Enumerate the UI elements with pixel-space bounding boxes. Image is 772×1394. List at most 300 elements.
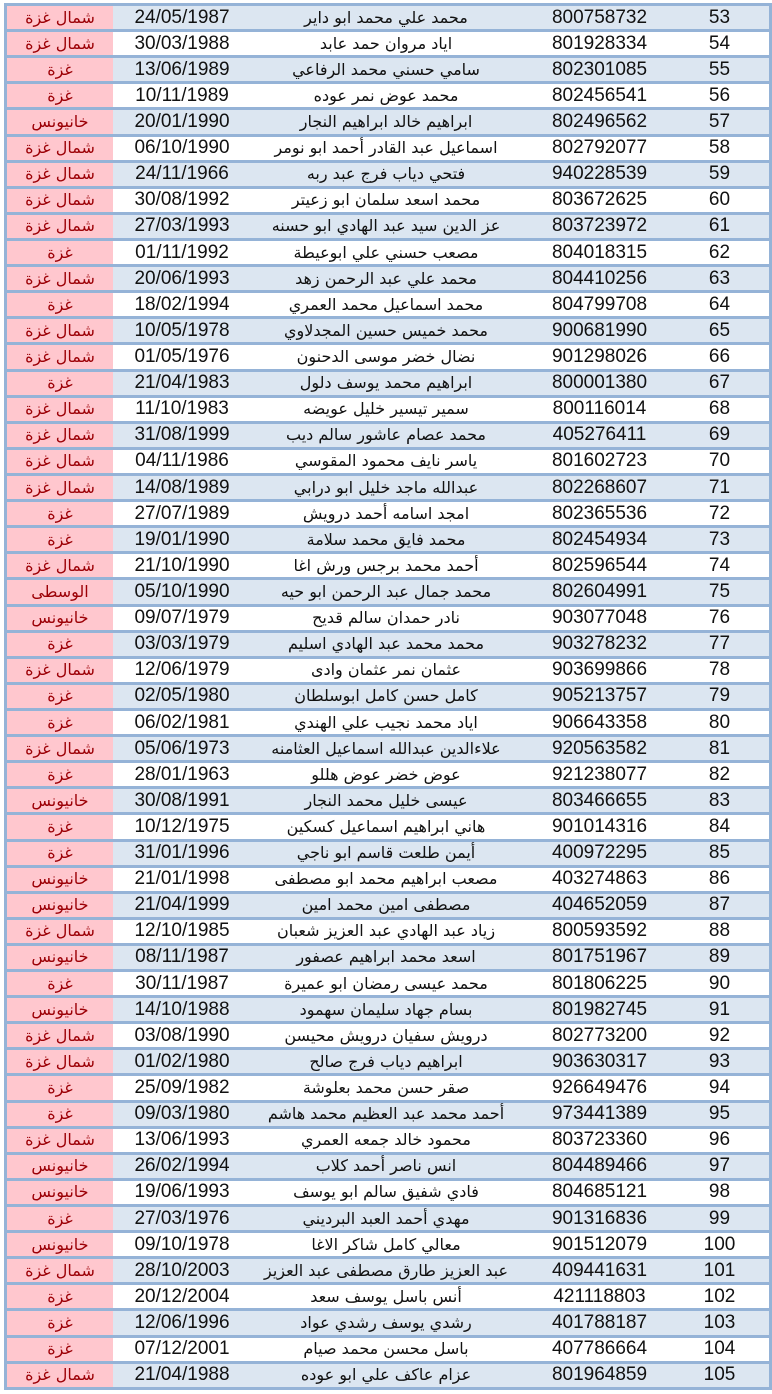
id-number-cell[interactable]: 903630317 — [529, 1049, 670, 1075]
row-number-cell[interactable]: 90 — [670, 971, 769, 997]
id-number-cell[interactable]: 921238077 — [529, 762, 670, 788]
birthdate-cell[interactable]: 21/04/1988 — [113, 1362, 243, 1388]
row-number-cell[interactable]: 73 — [670, 527, 769, 553]
row-number-cell[interactable]: 72 — [670, 501, 769, 527]
name-cell[interactable]: عز الدين سيد عبد الهادي ابو حسنه — [243, 213, 529, 239]
region-cell[interactable]: خانيونس — [7, 605, 113, 631]
birthdate-cell[interactable]: 28/01/1963 — [113, 762, 243, 788]
region-cell[interactable]: غزة — [7, 1284, 113, 1310]
name-cell[interactable]: عيسى خليل محمد النجار — [243, 788, 529, 814]
birthdate-cell[interactable]: 14/10/1988 — [113, 997, 243, 1023]
birthdate-cell[interactable]: 07/12/2001 — [113, 1336, 243, 1362]
name-cell[interactable]: أحمد محمد برجس ورش اغا — [243, 553, 529, 579]
birthdate-cell[interactable]: 04/11/1986 — [113, 448, 243, 474]
id-number-cell[interactable]: 906643358 — [529, 709, 670, 735]
birthdate-cell[interactable]: 27/07/1989 — [113, 501, 243, 527]
name-cell[interactable]: باسل محسن محمد صيام — [243, 1336, 529, 1362]
birthdate-cell[interactable]: 06/02/1981 — [113, 709, 243, 735]
row-number-cell[interactable]: 63 — [670, 266, 769, 292]
name-cell[interactable]: درويش سفيان درويش محيسن — [243, 1023, 529, 1049]
id-number-cell[interactable]: 802604991 — [529, 579, 670, 605]
id-number-cell[interactable]: 973441389 — [529, 1101, 670, 1127]
region-cell[interactable]: غزة — [7, 1101, 113, 1127]
region-cell[interactable]: شمال غزة — [7, 1258, 113, 1284]
table-row — [7, 1049, 769, 1075]
table-row — [7, 605, 769, 631]
region-cell[interactable]: شمال غزة — [7, 187, 113, 213]
id-number-cell[interactable]: 803723972 — [529, 213, 670, 239]
row-number-cell[interactable]: 75 — [670, 579, 769, 605]
id-number-cell[interactable]: 802365536 — [529, 501, 670, 527]
row-number-cell[interactable]: 57 — [670, 109, 769, 135]
region-cell[interactable]: شمال غزة — [7, 213, 113, 239]
name-cell[interactable]: بسام جهاد سليمان سهمود — [243, 997, 529, 1023]
name-cell[interactable]: علاءالدين عبدالله اسماعيل العثامنه — [243, 736, 529, 762]
id-number-cell[interactable]: 404652059 — [529, 892, 670, 918]
id-number-cell[interactable]: 804685121 — [529, 1179, 670, 1205]
table-row — [7, 448, 769, 474]
row-number-cell[interactable]: 62 — [670, 239, 769, 265]
region-cell[interactable]: غزة — [7, 1310, 113, 1336]
id-number-cell[interactable]: 800758732 — [529, 5, 670, 31]
region-cell[interactable]: خانيونس — [7, 1153, 113, 1179]
id-number-cell[interactable]: 804018315 — [529, 239, 670, 265]
region-cell[interactable]: غزة — [7, 683, 113, 709]
id-number-cell[interactable]: 802773200 — [529, 1023, 670, 1049]
row-number-cell[interactable]: 58 — [670, 135, 769, 161]
region-cell[interactable]: غزة — [7, 239, 113, 265]
table-row — [7, 1179, 769, 1205]
region-cell[interactable]: شمال غزة — [7, 318, 113, 344]
region-cell[interactable]: خانيونس — [7, 1232, 113, 1258]
birthdate-cell[interactable]: 27/03/1993 — [113, 213, 243, 239]
name-cell[interactable]: مهدي أحمد العبد البرديني — [243, 1206, 529, 1232]
name-cell[interactable]: عوض خضر عوض هللو — [243, 762, 529, 788]
id-number-cell[interactable]: 905213757 — [529, 683, 670, 709]
birthdate-cell[interactable]: 09/10/1978 — [113, 1232, 243, 1258]
id-number-cell[interactable]: 903278232 — [529, 631, 670, 657]
birthdate-cell[interactable]: 21/01/1998 — [113, 866, 243, 892]
birthdate-cell[interactable]: 26/02/1994 — [113, 1153, 243, 1179]
birthdate-cell[interactable]: 20/01/1990 — [113, 109, 243, 135]
row-number-cell[interactable]: 103 — [670, 1310, 769, 1336]
row-number-cell[interactable]: 85 — [670, 840, 769, 866]
row-number-cell[interactable]: 83 — [670, 788, 769, 814]
row-number-cell[interactable]: 66 — [670, 344, 769, 370]
row-number-cell[interactable]: 81 — [670, 736, 769, 762]
id-number-cell[interactable]: 801602723 — [529, 448, 670, 474]
id-number-cell[interactable]: 804489466 — [529, 1153, 670, 1179]
name-cell[interactable]: اسعد محمد ابراهيم عصفور — [243, 944, 529, 970]
name-cell[interactable]: محمد خميس حسين المجدلاوي — [243, 318, 529, 344]
name-cell[interactable]: زياد عبد الهادي عبد العزيز شعبان — [243, 918, 529, 944]
name-cell[interactable]: اسماعيل عبد القادر أحمد ابو نومر — [243, 135, 529, 161]
birthdate-cell[interactable]: 31/01/1996 — [113, 840, 243, 866]
name-cell[interactable]: محمد اسعد سلمان ابو زعيتر — [243, 187, 529, 213]
name-cell[interactable]: رشدي يوسف رشدي عواد — [243, 1310, 529, 1336]
name-cell[interactable]: ابراهيم دياب فرج صالح — [243, 1049, 529, 1075]
id-number-cell[interactable]: 901298026 — [529, 344, 670, 370]
spreadsheet-table-container — [4, 3, 772, 1390]
id-number-cell[interactable]: 407786664 — [529, 1336, 670, 1362]
birthdate-cell[interactable]: 03/03/1979 — [113, 631, 243, 657]
birthdate-cell[interactable]: 21/04/1983 — [113, 370, 243, 396]
row-number-cell[interactable]: 60 — [670, 187, 769, 213]
region-cell[interactable]: شمال غزة — [7, 1049, 113, 1075]
table-row — [7, 57, 769, 83]
name-cell[interactable]: محمد جمال عبد الرحمن ابو حيه — [243, 579, 529, 605]
table-row — [7, 840, 769, 866]
table-row — [7, 1075, 769, 1101]
name-cell[interactable]: صقر حسن محمد بعلوشة — [243, 1075, 529, 1101]
row-number-cell[interactable]: 95 — [670, 1101, 769, 1127]
id-number-cell[interactable]: 801982745 — [529, 997, 670, 1023]
region-cell[interactable]: غزة — [7, 501, 113, 527]
region-cell[interactable]: شمال غزة — [7, 657, 113, 683]
name-cell[interactable]: محمود خالد جمعه العمري — [243, 1127, 529, 1153]
birthdate-cell[interactable]: 03/08/1990 — [113, 1023, 243, 1049]
name-cell[interactable]: محمد عوض نمر عوده — [243, 83, 529, 109]
name-cell[interactable]: أنس باسل يوسف سعد — [243, 1284, 529, 1310]
id-number-cell[interactable]: 901512079 — [529, 1232, 670, 1258]
birthdate-cell[interactable]: 05/06/1973 — [113, 736, 243, 762]
region-cell[interactable]: غزة — [7, 814, 113, 840]
table-row — [7, 527, 769, 553]
row-number-cell[interactable]: 76 — [670, 605, 769, 631]
name-cell[interactable]: محمد عيسى رمضان ابو عميرة — [243, 971, 529, 997]
region-cell[interactable]: شمال غزة — [7, 553, 113, 579]
table-row — [7, 501, 769, 527]
name-cell[interactable]: محمد فايق محمد سلامة — [243, 527, 529, 553]
name-cell[interactable]: ياسر نايف محمود المقوسي — [243, 448, 529, 474]
name-cell[interactable]: اياد محمد نجيب علي الهندي — [243, 709, 529, 735]
row-number-cell[interactable]: 84 — [670, 814, 769, 840]
name-cell[interactable]: نضال خضر موسى الدحنون — [243, 344, 529, 370]
table-row — [7, 109, 769, 135]
birthdate-cell[interactable]: 30/08/1991 — [113, 788, 243, 814]
table-row — [7, 997, 769, 1023]
name-cell[interactable]: امجد اسامه أحمد درويش — [243, 501, 529, 527]
birthdate-cell[interactable]: 25/09/1982 — [113, 1075, 243, 1101]
region-cell[interactable]: غزة — [7, 631, 113, 657]
region-cell[interactable]: خانيونس — [7, 788, 113, 814]
birthdate-cell[interactable]: 30/03/1988 — [113, 31, 243, 57]
row-number-cell[interactable]: 98 — [670, 1179, 769, 1205]
birthdate-cell[interactable]: 10/11/1989 — [113, 83, 243, 109]
birthdate-cell[interactable]: 30/11/1987 — [113, 971, 243, 997]
row-number-cell[interactable]: 59 — [670, 161, 769, 187]
id-number-cell[interactable]: 802496562 — [529, 109, 670, 135]
table-row — [7, 788, 769, 814]
birthdate-cell[interactable]: 18/02/1994 — [113, 292, 243, 318]
region-cell[interactable]: شمال غزة — [7, 344, 113, 370]
row-number-cell[interactable]: 87 — [670, 892, 769, 918]
row-number-cell[interactable]: 54 — [670, 31, 769, 57]
name-cell[interactable]: عبد العزيز طارق مصطفى عبد العزيز — [243, 1258, 529, 1284]
row-number-cell[interactable]: 88 — [670, 918, 769, 944]
region-cell[interactable]: الوسطى — [7, 579, 113, 605]
row-number-cell[interactable]: 104 — [670, 1336, 769, 1362]
table-row — [7, 161, 769, 187]
id-number-cell[interactable]: 400972295 — [529, 840, 670, 866]
row-number-cell[interactable]: 68 — [670, 396, 769, 422]
table-row — [7, 422, 769, 448]
birthdate-cell[interactable]: 12/06/1996 — [113, 1310, 243, 1336]
table-row — [7, 944, 769, 970]
table-row — [7, 579, 769, 605]
id-number-cell[interactable]: 926649476 — [529, 1075, 670, 1101]
region-cell[interactable]: خانيونس — [7, 1179, 113, 1205]
table-row — [7, 683, 769, 709]
region-cell[interactable]: شمال غزة — [7, 1023, 113, 1049]
id-number-cell[interactable]: 801751967 — [529, 944, 670, 970]
birthdate-cell[interactable]: 01/11/1992 — [113, 239, 243, 265]
name-cell[interactable]: أحمد محمد عبد العظيم محمد هاشم — [243, 1101, 529, 1127]
birthdate-cell[interactable]: 30/08/1992 — [113, 187, 243, 213]
row-number-cell[interactable]: 105 — [670, 1362, 769, 1388]
id-number-cell[interactable]: 801964859 — [529, 1362, 670, 1388]
birthdate-cell[interactable]: 31/08/1999 — [113, 422, 243, 448]
region-cell[interactable]: شمال غزة — [7, 736, 113, 762]
row-number-cell[interactable]: 97 — [670, 1153, 769, 1179]
id-number-cell[interactable]: 903077048 — [529, 605, 670, 631]
birthdate-cell[interactable]: 10/05/1978 — [113, 318, 243, 344]
row-number-cell[interactable]: 99 — [670, 1206, 769, 1232]
region-cell[interactable]: شمال غزة — [7, 1127, 113, 1153]
id-number-cell[interactable]: 802268607 — [529, 474, 670, 500]
region-cell[interactable]: شمال غزة — [7, 422, 113, 448]
region-cell[interactable]: غزة — [7, 1206, 113, 1232]
row-number-cell[interactable]: 74 — [670, 553, 769, 579]
birthdate-cell[interactable]: 08/11/1987 — [113, 944, 243, 970]
row-number-cell[interactable]: 53 — [670, 5, 769, 31]
region-cell[interactable]: شمال غزة — [7, 396, 113, 422]
name-cell[interactable]: أيمن طلعت قاسم ابو ناجي — [243, 840, 529, 866]
birthdate-cell[interactable]: 10/12/1975 — [113, 814, 243, 840]
row-number-cell[interactable]: 70 — [670, 448, 769, 474]
region-cell[interactable]: غزة — [7, 370, 113, 396]
name-cell[interactable]: مصطفى امين محمد امين — [243, 892, 529, 918]
birthdate-cell[interactable]: 06/10/1990 — [113, 135, 243, 161]
row-number-cell[interactable]: 69 — [670, 422, 769, 448]
region-cell[interactable]: غزة — [7, 1075, 113, 1101]
region-cell[interactable]: شمال غزة — [7, 474, 113, 500]
table-row — [7, 1362, 769, 1388]
id-number-cell[interactable]: 804799708 — [529, 292, 670, 318]
name-cell[interactable]: فتحي دياب فرج عبد ربه — [243, 161, 529, 187]
row-number-cell[interactable]: 102 — [670, 1284, 769, 1310]
row-number-cell[interactable]: 56 — [670, 83, 769, 109]
region-cell[interactable]: شمال غزة — [7, 161, 113, 187]
id-number-cell[interactable]: 901014316 — [529, 814, 670, 840]
id-number-cell[interactable]: 803672625 — [529, 187, 670, 213]
region-cell[interactable]: خانيونس — [7, 109, 113, 135]
table-row — [7, 1310, 769, 1336]
region-cell[interactable]: شمال غزة — [7, 135, 113, 161]
id-number-cell[interactable]: 421118803 — [529, 1284, 670, 1310]
table-row — [7, 866, 769, 892]
id-number-cell[interactable]: 403274863 — [529, 866, 670, 892]
id-number-cell[interactable]: 900681990 — [529, 318, 670, 344]
region-cell[interactable]: خانيونس — [7, 866, 113, 892]
birthdate-cell[interactable]: 20/06/1993 — [113, 266, 243, 292]
region-cell[interactable]: غزة — [7, 83, 113, 109]
birthdate-cell[interactable]: 20/12/2004 — [113, 1284, 243, 1310]
row-number-cell[interactable]: 86 — [670, 866, 769, 892]
birthdate-cell[interactable]: 14/08/1989 — [113, 474, 243, 500]
row-number-cell[interactable]: 64 — [670, 292, 769, 318]
id-number-cell[interactable]: 802454934 — [529, 527, 670, 553]
id-number-cell[interactable]: 802792077 — [529, 135, 670, 161]
row-number-cell[interactable]: 77 — [670, 631, 769, 657]
name-cell[interactable]: انس ناصر أحمد كلاب — [243, 1153, 529, 1179]
name-cell[interactable]: عزام عاكف علي ابو عوده — [243, 1362, 529, 1388]
region-cell[interactable]: شمال غزة — [7, 5, 113, 31]
name-cell[interactable]: عبدالله ماجد خليل ابو درابي — [243, 474, 529, 500]
name-cell[interactable]: مصعب حسني علي ابوعيطة — [243, 239, 529, 265]
birthdate-cell[interactable]: 13/06/1993 — [113, 1127, 243, 1153]
id-number-cell[interactable]: 940228539 — [529, 161, 670, 187]
id-number-cell[interactable]: 800116014 — [529, 396, 670, 422]
region-cell[interactable]: شمال غزة — [7, 1362, 113, 1388]
table-row — [7, 1206, 769, 1232]
name-cell[interactable]: معالي كامل شاكر الاغا — [243, 1232, 529, 1258]
birthdate-cell[interactable]: 11/10/1983 — [113, 396, 243, 422]
id-number-cell[interactable]: 800593592 — [529, 918, 670, 944]
birthdate-cell[interactable]: 19/06/1993 — [113, 1179, 243, 1205]
table-row — [7, 83, 769, 109]
row-number-cell[interactable]: 82 — [670, 762, 769, 788]
region-cell[interactable]: غزة — [7, 762, 113, 788]
name-cell[interactable]: ابراهيم خالد ابراهيم النجار — [243, 109, 529, 135]
row-number-cell[interactable]: 101 — [670, 1258, 769, 1284]
row-number-cell[interactable]: 100 — [670, 1232, 769, 1258]
region-cell[interactable]: غزة — [7, 1336, 113, 1362]
birthdate-cell[interactable]: 09/07/1979 — [113, 605, 243, 631]
table-row — [7, 1232, 769, 1258]
table-row — [7, 553, 769, 579]
id-number-cell[interactable]: 801806225 — [529, 971, 670, 997]
table-row — [7, 762, 769, 788]
name-cell[interactable]: محمد علي محمد ابو داير — [243, 5, 529, 31]
name-cell[interactable]: سامي حسني محمد الرفاعي — [243, 57, 529, 83]
birthdate-cell[interactable]: 21/10/1990 — [113, 553, 243, 579]
name-cell[interactable]: عثمان نمر عثمان وادى — [243, 657, 529, 683]
row-number-cell[interactable]: 93 — [670, 1049, 769, 1075]
name-cell[interactable]: ابراهيم محمد يوسف دلول — [243, 370, 529, 396]
region-cell[interactable]: غزة — [7, 709, 113, 735]
region-cell[interactable]: شمال غزة — [7, 448, 113, 474]
birthdate-cell[interactable]: 24/05/1987 — [113, 5, 243, 31]
name-cell[interactable]: محمد علي عبد الرحمن زهد — [243, 266, 529, 292]
table-row — [7, 344, 769, 370]
region-cell[interactable]: غزة — [7, 57, 113, 83]
id-number-cell[interactable]: 401788187 — [529, 1310, 670, 1336]
name-cell[interactable]: اياد مروان حمد عابد — [243, 31, 529, 57]
row-number-cell[interactable]: 91 — [670, 997, 769, 1023]
row-number-cell[interactable]: 94 — [670, 1075, 769, 1101]
name-cell[interactable]: محمد اسماعيل محمد العمري — [243, 292, 529, 318]
id-number-cell[interactable]: 804410256 — [529, 266, 670, 292]
row-number-cell[interactable]: 71 — [670, 474, 769, 500]
name-cell[interactable]: نادر حمدان سالم قديح — [243, 605, 529, 631]
birthdate-cell[interactable]: 02/05/1980 — [113, 683, 243, 709]
birthdate-cell[interactable]: 13/06/1989 — [113, 57, 243, 83]
table-row — [7, 474, 769, 500]
name-cell[interactable]: مصعب ابراهيم محمد ابو مصطفى — [243, 866, 529, 892]
id-number-cell[interactable]: 920563582 — [529, 736, 670, 762]
id-number-cell[interactable]: 802596544 — [529, 553, 670, 579]
region-cell[interactable]: غزة — [7, 527, 113, 553]
birthdate-cell[interactable]: 05/10/1990 — [113, 579, 243, 605]
region-cell[interactable]: غزة — [7, 292, 113, 318]
name-cell[interactable]: فادي شفيق سالم ابو يوسف — [243, 1179, 529, 1205]
table-row — [7, 31, 769, 57]
row-number-cell[interactable]: 80 — [670, 709, 769, 735]
region-cell[interactable]: خانيونس — [7, 892, 113, 918]
table-row — [7, 709, 769, 735]
table-row — [7, 1153, 769, 1179]
region-cell[interactable]: خانيونس — [7, 944, 113, 970]
table-row — [7, 736, 769, 762]
id-number-cell[interactable]: 409441631 — [529, 1258, 670, 1284]
table-row — [7, 239, 769, 265]
name-cell[interactable]: كامل حسن كامل ابوسلطان — [243, 683, 529, 709]
id-number-cell[interactable]: 802301085 — [529, 57, 670, 83]
birthdate-cell[interactable]: 28/10/2003 — [113, 1258, 243, 1284]
name-cell[interactable]: محمد عصام عاشور سالم ديب — [243, 422, 529, 448]
row-number-cell[interactable]: 96 — [670, 1127, 769, 1153]
id-number-cell[interactable]: 800001380 — [529, 370, 670, 396]
id-number-cell[interactable]: 802456541 — [529, 83, 670, 109]
id-number-cell[interactable]: 901316836 — [529, 1206, 670, 1232]
row-number-cell[interactable]: 78 — [670, 657, 769, 683]
row-number-cell[interactable]: 65 — [670, 318, 769, 344]
birthdate-cell[interactable]: 01/02/1980 — [113, 1049, 243, 1075]
region-cell[interactable]: شمال غزة — [7, 31, 113, 57]
name-cell[interactable]: سمير تيسير خليل عويضه — [243, 396, 529, 422]
birthdate-cell[interactable]: 27/03/1976 — [113, 1206, 243, 1232]
table-row — [7, 892, 769, 918]
birthdate-cell[interactable]: 21/04/1999 — [113, 892, 243, 918]
birthdate-cell[interactable]: 01/05/1976 — [113, 344, 243, 370]
region-cell[interactable]: غزة — [7, 971, 113, 997]
row-number-cell[interactable]: 89 — [670, 944, 769, 970]
birthdate-cell[interactable]: 12/06/1979 — [113, 657, 243, 683]
row-number-cell[interactable]: 92 — [670, 1023, 769, 1049]
region-cell[interactable]: خانيونس — [7, 997, 113, 1023]
id-number-cell[interactable]: 903699866 — [529, 657, 670, 683]
row-number-cell[interactable]: 79 — [670, 683, 769, 709]
birthdate-cell[interactable]: 12/10/1985 — [113, 918, 243, 944]
birthdate-cell[interactable]: 19/01/1990 — [113, 527, 243, 553]
region-cell[interactable]: غزة — [7, 840, 113, 866]
region-cell[interactable]: شمال غزة — [7, 918, 113, 944]
region-cell[interactable]: شمال غزة — [7, 266, 113, 292]
id-number-cell[interactable]: 801928334 — [529, 31, 670, 57]
id-number-cell[interactable]: 803466655 — [529, 788, 670, 814]
birthdate-cell[interactable]: 24/11/1966 — [113, 161, 243, 187]
name-cell[interactable]: محمد محمد عبد الهادي اسليم — [243, 631, 529, 657]
row-number-cell[interactable]: 55 — [670, 57, 769, 83]
row-number-cell[interactable]: 61 — [670, 213, 769, 239]
name-cell[interactable]: هاني ابراهيم اسماعيل كسكين — [243, 814, 529, 840]
table-row — [7, 135, 769, 161]
id-number-cell[interactable]: 405276411 — [529, 422, 670, 448]
row-number-cell[interactable]: 67 — [670, 370, 769, 396]
id-number-cell[interactable]: 803723360 — [529, 1127, 670, 1153]
birthdate-cell[interactable]: 09/03/1980 — [113, 1101, 243, 1127]
